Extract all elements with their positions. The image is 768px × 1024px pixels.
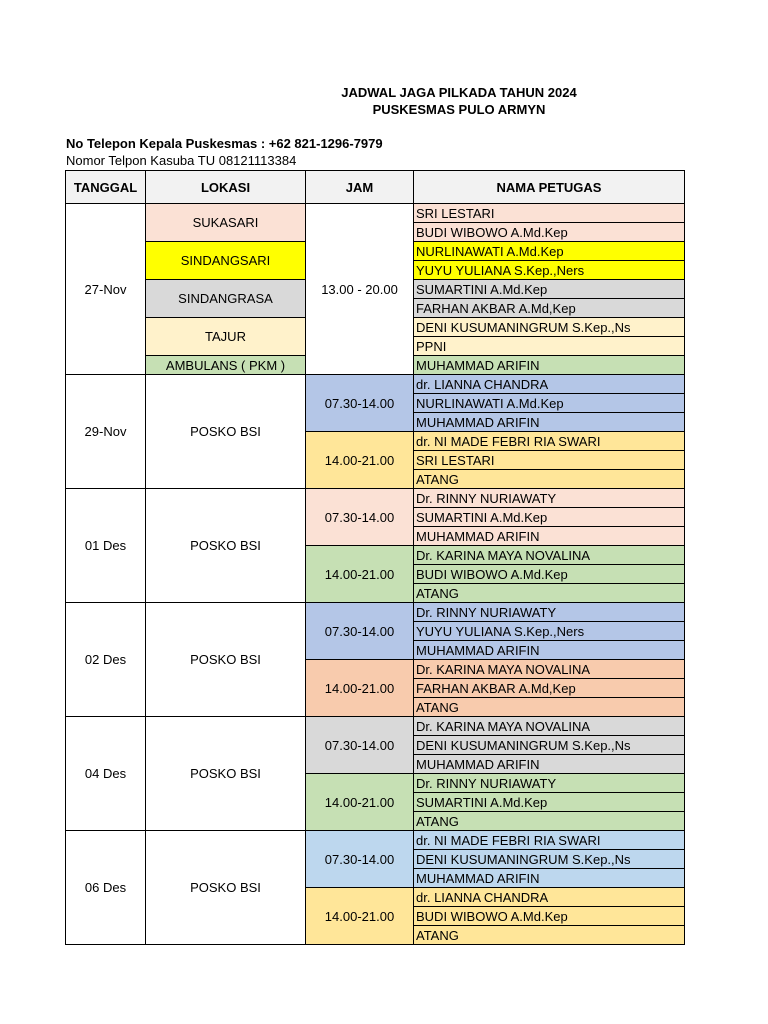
staff-name-cell: NURLINAWATI A.Md.Kep xyxy=(414,242,685,261)
date-cell: 01 Des xyxy=(66,489,146,603)
col-header-nama: NAMA PETUGAS xyxy=(414,171,685,204)
staff-name-cell: SUMARTINI A.Md.Kep xyxy=(414,280,685,299)
staff-name-cell: BUDI WIBOWO A.Md.Kep xyxy=(414,565,685,584)
time-cell: 14.00-21.00 xyxy=(306,888,414,945)
location-cell: SUKASARI xyxy=(146,204,306,242)
staff-name-cell: ATANG xyxy=(414,470,685,489)
staff-name-cell: DENI KUSUMANINGRUM S.Kep.,Ns xyxy=(414,850,685,869)
staff-name-cell: dr. NI MADE FEBRI RIA SWARI xyxy=(414,432,685,451)
time-cell: 07.30-14.00 xyxy=(306,603,414,660)
location-cell: POSKO BSI xyxy=(146,375,306,489)
staff-name-cell: MUHAMMAD ARIFIN xyxy=(414,641,685,660)
staff-name-cell: Dr. RINNY NURIAWATY xyxy=(414,489,685,508)
table-row xyxy=(66,204,685,223)
staff-name-cell: DENI KUSUMANINGRUM S.Kep.,Ns xyxy=(414,318,685,337)
staff-name-cell: ATANG xyxy=(414,812,685,831)
staff-name-cell: Dr. KARINA MAYA NOVALINA xyxy=(414,546,685,565)
location-cell: SINDANGRASA xyxy=(146,280,306,318)
schedule-table xyxy=(65,170,685,945)
time-cell: 13.00 - 20.00 xyxy=(306,204,414,375)
table-row xyxy=(66,831,685,850)
col-header-tanggal: TANGGAL xyxy=(66,171,146,204)
staff-name-cell: SUMARTINI A.Md.Kep xyxy=(414,793,685,812)
table-row xyxy=(66,489,685,508)
staff-name-cell: MUHAMMAD ARIFIN xyxy=(414,356,685,375)
location-cell: POSKO BSI xyxy=(146,603,306,717)
staff-name-cell: Dr. KARINA MAYA NOVALINA xyxy=(414,660,685,679)
staff-name-cell: MUHAMMAD ARIFIN xyxy=(414,869,685,888)
date-cell: 04 Des xyxy=(66,717,146,831)
location-cell: SINDANGSARI xyxy=(146,242,306,280)
time-cell: 07.30-14.00 xyxy=(306,489,414,546)
location-cell: TAJUR xyxy=(146,318,306,356)
time-cell: 07.30-14.00 xyxy=(306,831,414,888)
staff-name-cell: ATANG xyxy=(414,584,685,603)
date-cell: 27-Nov xyxy=(66,204,146,375)
staff-name-cell: ATANG xyxy=(414,698,685,717)
staff-name-cell: BUDI WIBOWO A.Md.Kep xyxy=(414,907,685,926)
time-cell: 14.00-21.00 xyxy=(306,546,414,603)
staff-name-cell: YUYU YULIANA S.Kep.,Ners xyxy=(414,622,685,641)
staff-name-cell: SRI LESTARI xyxy=(414,451,685,470)
location-cell: POSKO BSI xyxy=(146,717,306,831)
time-cell: 07.30-14.00 xyxy=(306,717,414,774)
col-header-jam: JAM xyxy=(306,171,414,204)
location-cell: POSKO BSI xyxy=(146,831,306,945)
document-title: JADWAL JAGA PILKADA TAHUN 2024 xyxy=(341,85,577,100)
staff-name-cell: FARHAN AKBAR A.Md,Kep xyxy=(414,299,685,318)
phone-tu-text: Nomor Telpon Kasuba TU 08121113384 xyxy=(66,153,297,168)
staff-name-cell: dr. LIANNA CHANDRA xyxy=(414,888,685,907)
staff-name-cell: DENI KUSUMANINGRUM S.Kep.,Ns xyxy=(414,736,685,755)
table-row xyxy=(66,603,685,622)
time-cell: 14.00-21.00 xyxy=(306,432,414,489)
staff-name-cell: FARHAN AKBAR A.Md,Kep xyxy=(414,679,685,698)
staff-name-cell: MUHAMMAD ARIFIN xyxy=(414,413,685,432)
staff-name-cell: Dr. RINNY NURIAWATY xyxy=(414,774,685,793)
staff-name-cell: Dr. RINNY NURIAWATY xyxy=(414,603,685,622)
staff-name-cell: BUDI WIBOWO A.Md.Kep xyxy=(414,223,685,242)
staff-name-cell: MUHAMMAD ARIFIN xyxy=(414,755,685,774)
location-cell: AMBULANS ( PKM ) xyxy=(146,356,306,375)
staff-name-cell: Dr. KARINA MAYA NOVALINA xyxy=(414,717,685,736)
date-cell: 06 Des xyxy=(66,831,146,945)
phone-head-text: No Telepon Kepala Puskesmas : +62 821-1296-7979 xyxy=(66,136,383,151)
time-cell: 14.00-21.00 xyxy=(306,774,414,831)
staff-name-cell: SUMARTINI A.Md.Kep xyxy=(414,508,685,527)
document-subtitle: PUSKESMAS PULO ARMYN xyxy=(372,102,546,117)
staff-name-cell: dr. LIANNA CHANDRA xyxy=(414,375,685,394)
time-cell: 07.30-14.00 xyxy=(306,375,414,432)
col-header-lokasi: LOKASI xyxy=(146,171,306,204)
staff-name-cell: SRI LESTARI xyxy=(414,204,685,223)
staff-name-cell: dr. NI MADE FEBRI RIA SWARI xyxy=(414,831,685,850)
staff-name-cell: NURLINAWATI A.Md.Kep xyxy=(414,394,685,413)
table-row xyxy=(66,717,685,736)
date-cell: 29-Nov xyxy=(66,375,146,489)
schedule-body xyxy=(66,204,685,945)
header-row xyxy=(66,171,685,204)
staff-name-cell: MUHAMMAD ARIFIN xyxy=(414,527,685,546)
location-cell: POSKO BSI xyxy=(146,489,306,603)
staff-name-cell: YUYU YULIANA S.Kep.,Ners xyxy=(414,261,685,280)
staff-name-cell: PPNI xyxy=(414,337,685,356)
date-cell: 02 Des xyxy=(66,603,146,717)
table-row xyxy=(66,375,685,394)
staff-name-cell: ATANG xyxy=(414,926,685,945)
time-cell: 14.00-21.00 xyxy=(306,660,414,717)
